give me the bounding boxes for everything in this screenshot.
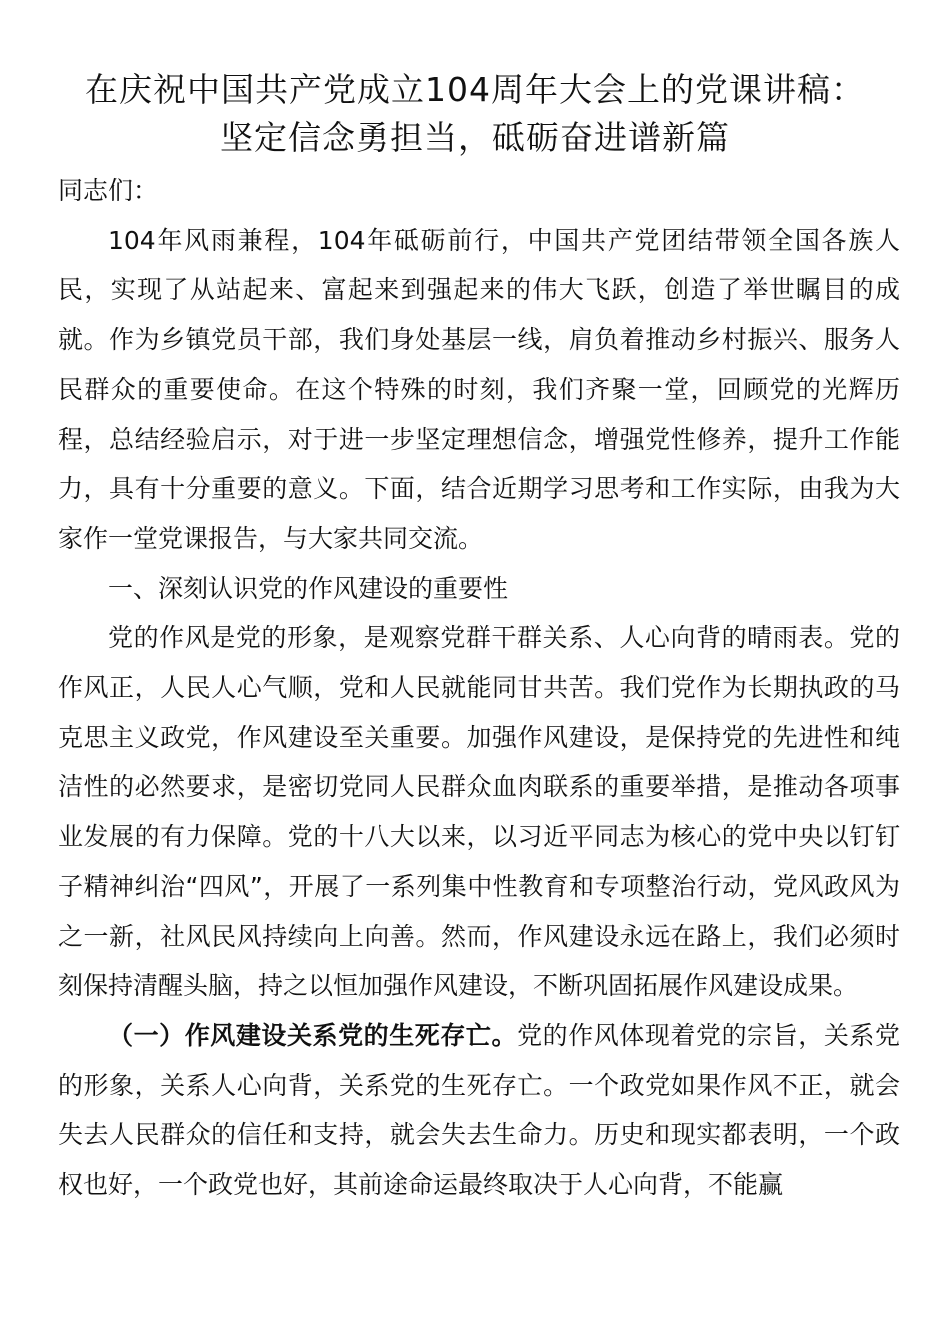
- subsection-1-heading: （一）作风建设关系党的生死存亡。: [108, 1020, 518, 1050]
- document-title-line-1: 在庆祝中国共产党成立104周年大会上的党课讲稿：: [85, 70, 865, 109]
- section-heading-1: 一、深刻认识党的作风建设的重要性: [108, 573, 509, 603]
- document-body: [58, 166, 900, 1210]
- section-1-paragraph: 党的作风是党的形象，是观察党群干群关系、人心向背的晴雨表。党的作风正，人民人心气顺，党和人民就能同甘共苦。我们党作为长期执政的马克思主义政党，作风建设至关重要。加强作风建设，是保持党的先进性和纯洁性的必然要求，是密切党同人民群众血肉联系的重要举措，是推动各项事业发展的有力保障。党的十八大以来，以习近平同志为核心的党中央以钉钉子精神纠治“四风”，开展了一系列集中性教育和专项整治行动，党风政风为之一新，社风民风持续向上向善。然而，作风建设永远在路上，我们必须时刻保持清醒头脑，持之以恒加强作风建设，不断巩固拓展作风建设成果。: [58, 623, 900, 1001]
- subsection-1-paragraph: [58, 1011, 900, 1210]
- salutation: 同志们：: [58, 176, 159, 205]
- intro-paragraph: 104年风雨兼程，104年砥砺前行，中国共产党团结带领全国各族人民，实现了从站起来、富起来到强起来的伟大飞跃，创造了举世瞩目的成就。作为乡镇党员干部，我们身处基层一线，肩负着推动乡村振兴、服务人民群众的重要使命。在这个特殊的时刻，我们齐聚一堂，回顾党的光辉历程，总结经验启示，对于进一步坚定理想信念，增强党性修养，提升工作能力，具有十分重要的意义。下面，结合近期学习思考和工作实际，由我为大家作一堂党课报告，与大家共同交流。: [58, 225, 900, 553]
- subsection-1-body: 党的作风体现着党的宗旨，关系党的形象，关系人心向背，关系党的生死存亡。一个政党如果作风不正，就会失去人民群众的信任和支持，就会失去生命力。历史和现实都表明，一个政权也好，一个政党也好，其前途命运最终取决于人心向背，不能赢: [58, 1020, 900, 1200]
- document-title-line-2: 坚定信念勇担当，砥砺奋进谱新篇: [220, 118, 730, 157]
